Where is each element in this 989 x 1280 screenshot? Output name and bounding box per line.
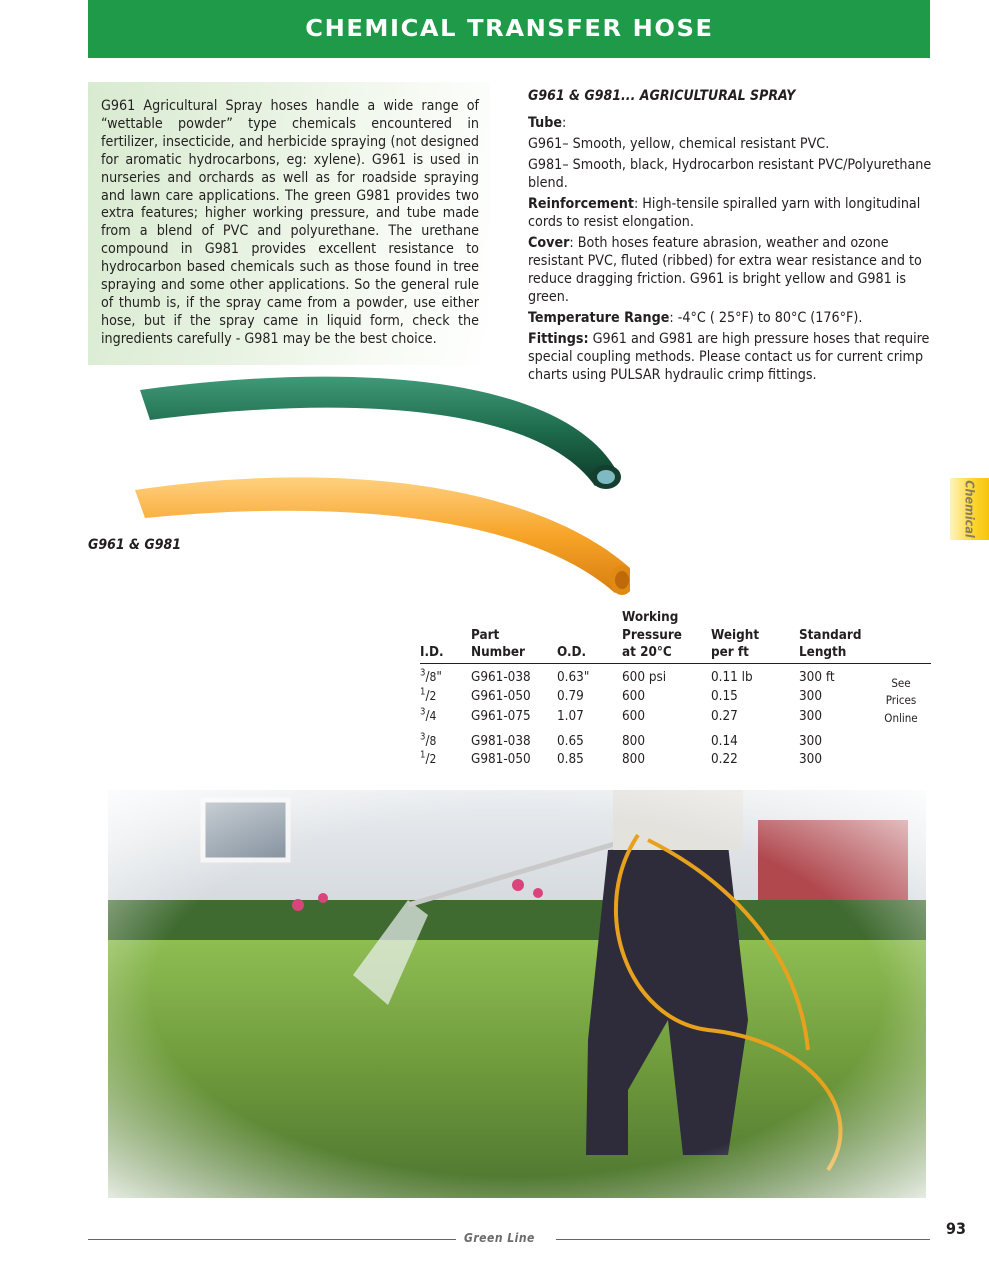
application-photo	[108, 790, 926, 1198]
cell-length: 300	[799, 751, 822, 767]
cell-id: $^3$/4	[420, 706, 437, 724]
temperature-text: : -4°C ( 25°F) to 80°C (176°F).	[669, 310, 863, 326]
cover-label: Cover	[528, 235, 570, 251]
spec-heading: G961 & G981... AGRICULTURAL SPRAY	[528, 88, 796, 104]
green-hose-bore	[597, 470, 615, 484]
header-working-pressure: Working Pressure at 20°C	[622, 609, 711, 663]
cell-od: 0.79	[557, 689, 584, 705]
green-hose	[140, 377, 615, 486]
cell-length: 300	[799, 734, 822, 749]
spec-section	[528, 88, 932, 387]
hose-caption: G961 & G981	[88, 537, 182, 553]
reinforcement-text: : High-tensile spiralled yarn with longitudinal cords to resist elongation.	[528, 196, 921, 230]
cell-id: $^1$/2	[420, 749, 437, 767]
page-number: 93	[946, 1219, 967, 1238]
fittings-text: G961 and G981 are high pressure hoses that require special coupling methods. Please contact us for current crimp charts using PULSAR hydraulic crimp fittings.	[528, 331, 930, 383]
table-row	[420, 727, 931, 751]
cell-part: G981-038	[471, 734, 531, 749]
table-row	[420, 751, 931, 769]
header-spacer	[871, 609, 931, 663]
cell-pressure: 800	[622, 751, 645, 767]
header-weight: Weight per ft	[711, 609, 799, 663]
tube-label: Tube	[528, 115, 563, 131]
category-tab-label: Chemical	[962, 480, 977, 538]
cell-pressure: 800	[622, 734, 645, 749]
header-od: O.D.	[557, 609, 622, 663]
cover-text: : Both hoses feature abrasion, weather and ozone resistant PVC, fluted (ribbed) for extra wear resistance and to reduce dragging friction. G961 is bright yellow and G981 is green.	[528, 235, 922, 305]
reinforcement-line	[528, 195, 932, 231]
cell-weight: 0.27	[711, 708, 738, 724]
cell-pressure: 600 psi	[622, 669, 667, 685]
cell-length: 300	[799, 689, 822, 705]
header-part-number: Part Number	[471, 609, 557, 663]
photo-fade	[108, 790, 926, 1198]
yellow-hose	[135, 477, 630, 593]
category-tab	[950, 478, 989, 540]
cell-length: 300	[799, 708, 822, 724]
table-row	[420, 688, 931, 707]
cell-id: $^1$/2	[420, 686, 437, 705]
cell-weight: 0.11 lb	[711, 669, 753, 685]
cell-od: 0.65	[557, 734, 584, 749]
cell-part: G981-050	[471, 751, 531, 767]
tube-g961: G961– Smooth, yellow, chemical resistant PVC.	[528, 136, 830, 152]
cell-weight: 0.14	[711, 734, 738, 749]
cell-pressure: 600	[622, 708, 645, 724]
table-row	[420, 663, 931, 688]
table-header-row	[420, 609, 931, 663]
footer-rule-left	[88, 1239, 456, 1240]
see-prices-note: See Prices Online	[884, 675, 918, 725]
tube-g981: G981– Smooth, black, Hydrocarbon resistant PVC/Polyurethane blend.	[528, 157, 932, 191]
page-title: CHEMICAL TRANSFER HOSE	[304, 16, 714, 42]
hose-spec-table	[420, 609, 931, 768]
intro-panel	[88, 82, 490, 365]
header-id: I.D.	[420, 609, 471, 663]
cell-part: G961-050	[471, 689, 531, 705]
reinforcement-label: Reinforcement	[528, 196, 634, 212]
title-banner	[88, 0, 930, 58]
cell-part: G961-075	[471, 708, 531, 724]
hose-product-image	[110, 368, 630, 603]
fittings-label: Fittings:	[528, 331, 589, 347]
header-length: Standard Length	[799, 609, 871, 663]
table-row	[420, 708, 931, 727]
cell-od: 1.07	[557, 708, 584, 724]
temperature-line	[528, 309, 932, 327]
temperature-label: Temperature Range	[528, 310, 670, 326]
cell-length: 300 ft	[799, 669, 835, 685]
cell-od: 0.63"	[557, 669, 590, 685]
footer-brand: Green Line	[464, 1231, 535, 1245]
cell-id: $^3$/8	[420, 731, 437, 749]
cell-pressure: 600	[622, 689, 645, 705]
cell-part: G961-038	[471, 669, 531, 685]
footer-rule-right	[556, 1239, 930, 1240]
tube-label-line: Tube:	[528, 115, 567, 131]
cell-weight: 0.15	[711, 689, 738, 705]
cell-id: $^3$/8"	[420, 667, 442, 685]
cell-od: 0.85	[557, 751, 584, 767]
cover-line	[528, 234, 932, 306]
yellow-hose-bore	[615, 571, 629, 589]
cell-weight: 0.22	[711, 751, 738, 767]
intro-text: G961 Agricultural Spray hoses handle a wide range of “wettable powder” type chemicals encountered in fertilizer, insecticide, and herbicide spraying (not designed for aromatic hydrocarbons, eg: xylene). G961 is used in nurseries and orchards as well as for roadside spraying and lawn care applications. The green G981 provides two extra features; higher working pressure, and tube made from a blend of PVC and polyurethane. The urethane compound in G981 provides excellent resistance to hydrocarbon based chemicals such as those found in tree spraying and some other applications. So the general rule of thumb is, if the spray came from a powder, use either hose, but if the spray came in liquid form, check the ingredients carefully - G981 may be the best choice.	[101, 98, 479, 347]
